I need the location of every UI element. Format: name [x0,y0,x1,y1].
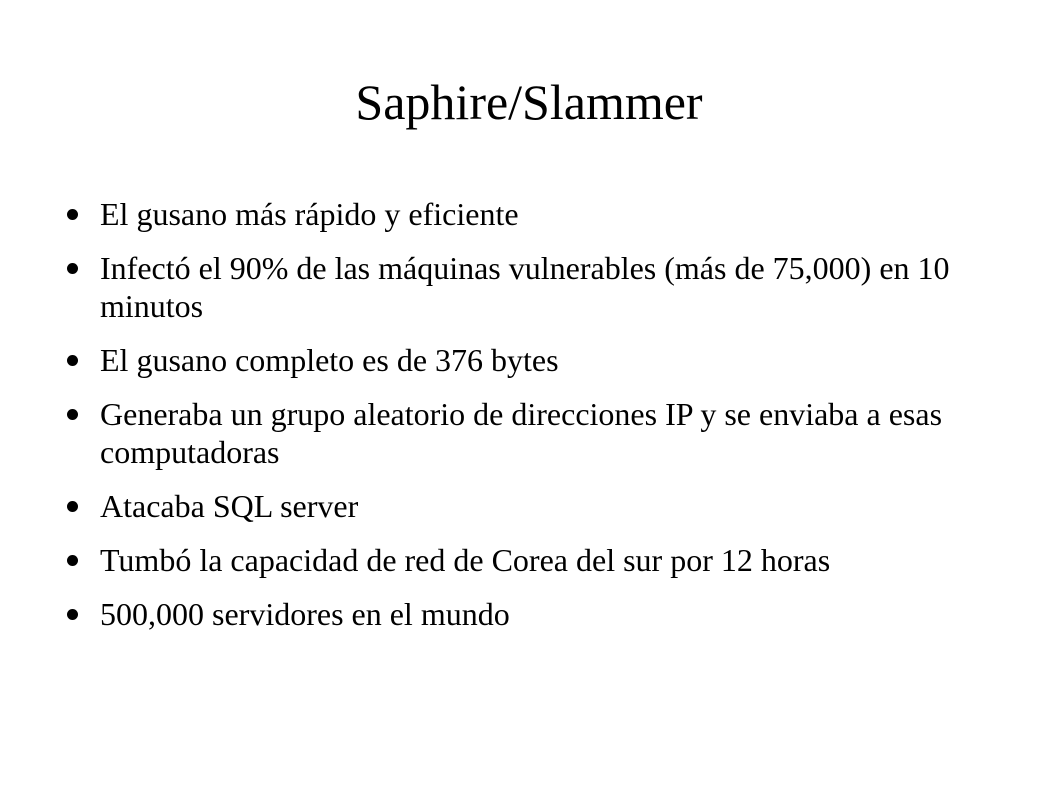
bullet-dot-icon [67,263,78,274]
bullet-text: Atacaba SQL server [100,488,359,524]
bullet-dot-icon [67,209,78,220]
bullet-text: El gusano más rápido y eficiente [100,196,519,232]
bullet-dot-icon [67,409,78,420]
bullet-text: Tumbó la capacidad de red de Corea del sur por 12 horas [100,542,831,578]
bullet-dot-icon [67,355,78,366]
bullet-text: Infectó el 90% de las máquinas vulnerables (más de 75,000) en 10 minutos [100,250,950,324]
bullet-text: 500,000 servidores en el mundo [100,596,510,632]
slide-title: Saphire/Slammer [355,74,703,130]
bullet-text: Generaba un grupo aleatorio de direcciones IP y se enviaba a esas computadoras [100,396,943,470]
bullet-dot-icon [67,501,78,512]
bullet-text: El gusano completo es de 376 bytes [100,342,559,378]
bullet-item [64,195,1014,233]
bullet-item [64,395,1014,471]
bullet-item [64,595,1014,633]
bullet-item [64,341,1014,379]
bullet-item [64,249,1014,325]
bullet-item [64,541,1014,579]
bullet-dot-icon [67,555,78,566]
bullet-list [64,195,1014,649]
bullet-item [64,487,1014,525]
bullet-dot-icon [67,609,78,620]
